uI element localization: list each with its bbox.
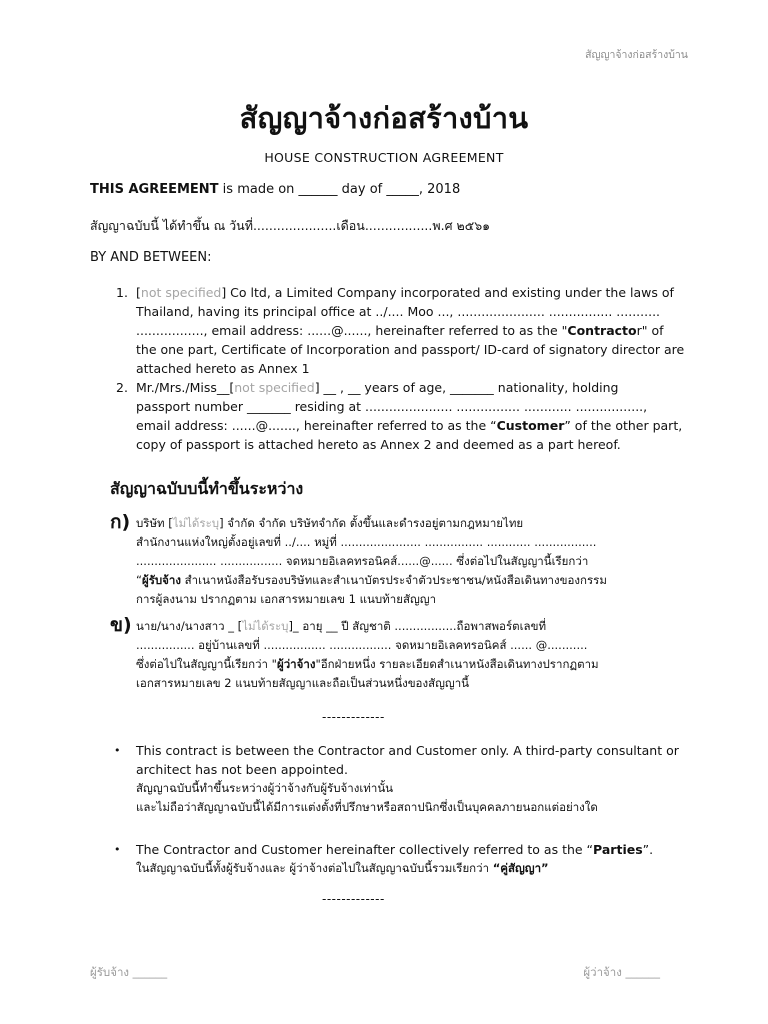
bullet-icon: • — [114, 843, 121, 856]
agreement-date-line — [90, 182, 460, 197]
text-span: ในสัญญาฉบับนี้ทั้งผู้รับจ้างและ ผู้ว่าจ้างต่อไปในสัญญาฉบับนี้รวมเรียกว่า — [136, 861, 493, 875]
text-span: The Contractor and Customer hereinafter collectively referred to as the “ — [136, 842, 594, 857]
document-title-english: HOUSE CONSTRUCTION AGREEMENT — [264, 150, 504, 165]
text-span: ] จำกัด จำกัด บริษัทจำกัด ตั้งขึ้นและดำรงอยู่ตามกฎหมายไทย — [219, 516, 524, 530]
party-line: attached hereto as Annex 1 — [136, 361, 310, 376]
text-span: ] Co ltd, a Limited Company incorporated and existing under the laws of — [221, 285, 674, 300]
party-number: 1. — [116, 285, 128, 300]
footer-contractor-signature: ผู้รับจ้าง ______ — [90, 965, 168, 979]
text-span: r" of — [636, 323, 664, 338]
party-contractor-th — [136, 514, 607, 609]
text-span: นาย/นาง/นางสาว _ [ — [136, 619, 243, 633]
party-line: passport number _______ residing at ...................... ................ ............ ................., — [136, 399, 648, 414]
bullet-icon: • — [114, 744, 121, 757]
text-span: ” of the other part, — [564, 418, 683, 433]
party-line — [136, 378, 681, 397]
contractor-term-thai: ผู้รับจ้าง — [141, 573, 181, 587]
text-span: ”. — [642, 842, 654, 857]
party-line — [136, 321, 681, 340]
text-span: [ — [136, 285, 141, 300]
text-span: บริษัท [ — [136, 516, 173, 530]
placeholder-text: not specified — [140, 285, 222, 300]
party-line: เอกสารหมายเลข 2 แนบท้ายสัญญาและถือเป็นส่วนหนึ่งของสัญญานี้ — [136, 676, 470, 690]
placeholder-text: not specified — [234, 380, 315, 395]
by-and-between: BY AND BETWEEN: — [90, 250, 212, 265]
party-line: the one part, Certificate of Incorporation and passport/ ID-card of signatory director are — [136, 342, 685, 357]
text-span: "อีกฝ่ายหนึ่ง รายละเอียดสำเนาหนังสือเดินทางปรากฏตาม — [315, 657, 599, 671]
party-customer-en — [136, 378, 681, 454]
agreement-date-text: is made on ______ day of _____, 2018 — [218, 182, 461, 197]
text-span: Mr./Mrs./Miss__[ — [136, 380, 235, 395]
customer-term-thai: ผู้ว่าจ้าง — [276, 657, 316, 671]
text-span: ซึ่งต่อไปในสัญญานี้เรียกว่า " — [136, 657, 277, 671]
bullet-line — [136, 840, 653, 859]
bullet-line: This contract is between the Contractor and Customer only. A third-party consultant or — [136, 743, 679, 758]
thai-date-line: สัญญาฉบับนี้ ได้ทำขึ้น ณ วันที่.....................เดือน.................พ.ศ ๒๕๖๑ — [90, 218, 491, 233]
placeholder-text: ไม่ได้ระบุ — [172, 516, 220, 530]
footer-customer-signature: ผู้ว่าจ้าง ______ — [583, 965, 660, 979]
party-customer-th — [136, 617, 599, 693]
placeholder-text: ไม่ได้ระบุ — [242, 619, 289, 633]
text-span: ................., email address: ......@......, hereinafter referred to as the " — [136, 323, 568, 338]
thai-party-letter: ก) — [110, 511, 131, 533]
running-header: สัญญาจ้างก่อสร้างบ้าน — [585, 49, 688, 61]
party-line: การผู้ลงนาม ปรากฏตาม เอกสารหมายเลข 1 แนบท้ายสัญญา — [136, 592, 437, 606]
party-line — [136, 617, 599, 636]
party-line — [136, 571, 607, 590]
thai-section-heading: สัญญาฉบับบนี้ทำขึ้นระหว่าง — [110, 479, 304, 498]
party-line: Thailand, having its principal office at ../.... Moo ..., ...................... ................ ........... — [136, 304, 661, 319]
party-contractor-en — [136, 283, 685, 378]
party-line: ................ อยู่บ้านเลขที่ ................. ................. จดหมายอิเลคทรอนิคส์ ...... @........... — [136, 638, 588, 652]
text-span: “ — [136, 573, 142, 587]
text-span: email address: ......@......., hereinafter referred to as the “ — [136, 418, 497, 433]
bullet-line — [136, 859, 653, 878]
bullet-line: และไม่ถือว่าสัญญาฉบับนี้ได้มีการแต่งตั้งที่ปรึกษาหรือสถาปนิกซึ่งเป็นบุคคลภายนอกแต่อย่างใด — [136, 800, 598, 814]
party-line — [136, 655, 599, 674]
party-line — [136, 416, 681, 435]
contractor-term: Contracto — [567, 323, 637, 338]
parties-term-thai: “คู่สัญญา” — [492, 861, 549, 875]
party-line — [136, 283, 681, 302]
party-line: ...................... ................. จดหมายอิเลคทรอนิคส์......@...... ซึ่งต่อไปในสัญญานี้เรียกว่า — [136, 554, 589, 568]
party-number: 2. — [116, 380, 128, 395]
bullet-line: architect has not been appointed. — [136, 762, 348, 777]
customer-term: Customer — [496, 418, 565, 433]
bullet-parties-note — [136, 840, 653, 878]
text-span: ]_ อายุ __ ปี สัญชาติ .................ถือพาสพอร์ตเลขที่ — [288, 619, 547, 633]
text-span: ] __ , __ years of age, _______ nationality, holding — [314, 380, 619, 395]
bullet-line: สัญญาฉบับนี้ทำขึ้นระหว่างผู้ว่าจ้างกับผู้รับจ้างเท่านั้น — [136, 781, 394, 795]
bullet-consultant-note — [136, 741, 679, 817]
thai-party-letter: ข) — [110, 614, 132, 636]
party-line: copy of passport is attached hereto as Annex 2 and deemed as a part hereof. — [136, 437, 621, 452]
this-agreement-label: THIS AGREEMENT — [90, 182, 219, 197]
party-line — [136, 514, 607, 533]
party-line: สำนักงานแห่งใหญ่ตั้งอยู่เลขที่ ../.... หมู่ที่ ...................... ................ ............ ................. — [136, 535, 597, 549]
parties-term: Parties — [593, 842, 643, 857]
section-separator: ------------- — [322, 892, 385, 906]
document-title-thai: สัญญาจ้างก่อสร้างบ้าน — [239, 101, 529, 135]
text-span: สำเนาหนังสือรับรองบริษัทและสำเนาบัตรประจำตัวประชาชน/หนังสือเดินทางของกรรม — [181, 573, 607, 587]
section-separator: ------------- — [322, 710, 385, 724]
